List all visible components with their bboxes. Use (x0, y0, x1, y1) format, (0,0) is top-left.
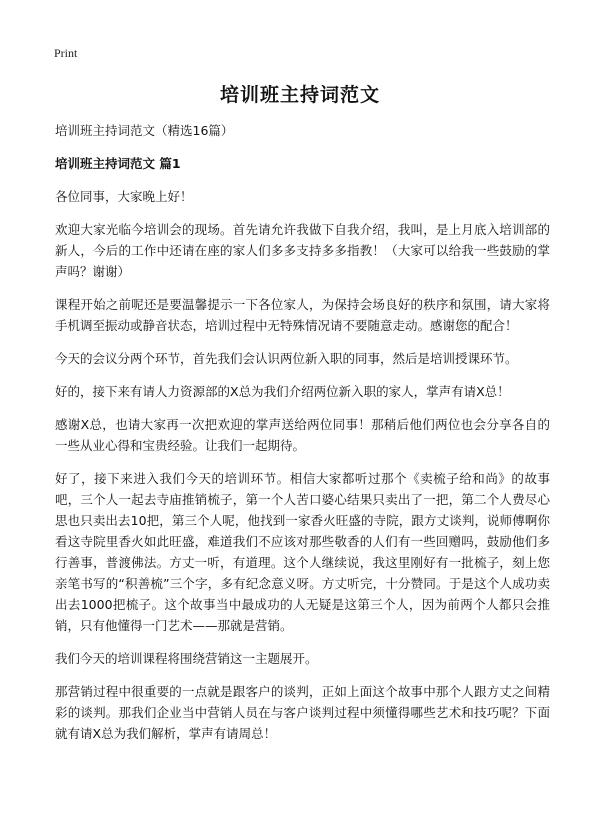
paragraph-story: 好了，接下来进入我们今天的培训环节。相信大家都听过那个《卖梳子给和尚》的故事吧，三个人一起去寺庙推销梳子，第一个人苦口婆心结果只卖出了一把，第二个人费尽心思也只卖出去10把，第三个人呢，他找到一家香火旺盛的寺院，跟方丈谈判，说师傅啊你看这寺院里香火如此旺盛，难道我们不应该对那些敬香的人们有一些回赠吗，鼓励他们多行善事，普渡佛法。方丈一听，有道理。这个人继续说，我这里刚好有一批梳子，刻上您亲笔书写的“积善梳”三个字，多有纪念意义呀。方丈听完，十分赞同。于是这个人成功卖出去1000把梳子。这个故事当中最成功的人无疑是这第三个人，因为前两个人都只会推销，只有他懂得一门艺术——那就是营销。 (55, 471, 550, 633)
paragraph-introduction: 好的，接下来有请人力资源部的X总为我们介绍两位新入职的家人，掌声有请X总！ (55, 384, 510, 399)
print-link[interactable]: Print (54, 46, 78, 60)
document-title: 培训班主持词范文 (219, 84, 380, 106)
paragraph-topic: 我们今天的培训课程将围绕营销这一主题展开。 (55, 651, 318, 666)
paragraph-negotiation: 那营销过程中很重要的一点就是跟客户的谈判，正如上面这个故事中那个人跟方丈之间精彩的谈判。那我们企业当中营销人员在与客户谈判过程中须懂得哪些艺术和技巧呢？下面就有请X总为我们解析，掌声有请周总！ (55, 684, 550, 741)
document-body (55, 120, 550, 756)
paragraph-thanks: 感谢X总，也请大家再一次把欢迎的掌声送给两位同事！那稍后他们两位也会分享各自的一些从业心得和宝贵经验。让我们一起期待。 (55, 417, 550, 453)
paragraph-reminder: 课程开始之前呢还是要温馨提示一下各位家人，为保持会场良好的秩序和氛围，请大家将手机调至振动或静音状态，培训过程中无特殊情况请不要随意走动。感谢您的配合！ (55, 297, 550, 333)
paragraph-welcome: 欢迎大家光临今培训会的现场。首先请允许我做下自我介绍，我叫，是上月底入培训部的新人，今后的工作中还请在座的家人们多多支持多多指教！（大家可以给我一些鼓励的掌声吗？谢谢） (55, 222, 550, 279)
paragraph-agenda: 今天的会议分两个环节，首先我们会认识两位新入职的同事，然后是培训授课环节。 (55, 351, 518, 366)
document-subtitle: 培训班主持词范文（精选16篇） (55, 123, 234, 138)
section-heading: 培训班主持词范文 篇1 (55, 156, 181, 171)
paragraph-greeting: 各位同事，大家晚上好！ (55, 189, 193, 204)
